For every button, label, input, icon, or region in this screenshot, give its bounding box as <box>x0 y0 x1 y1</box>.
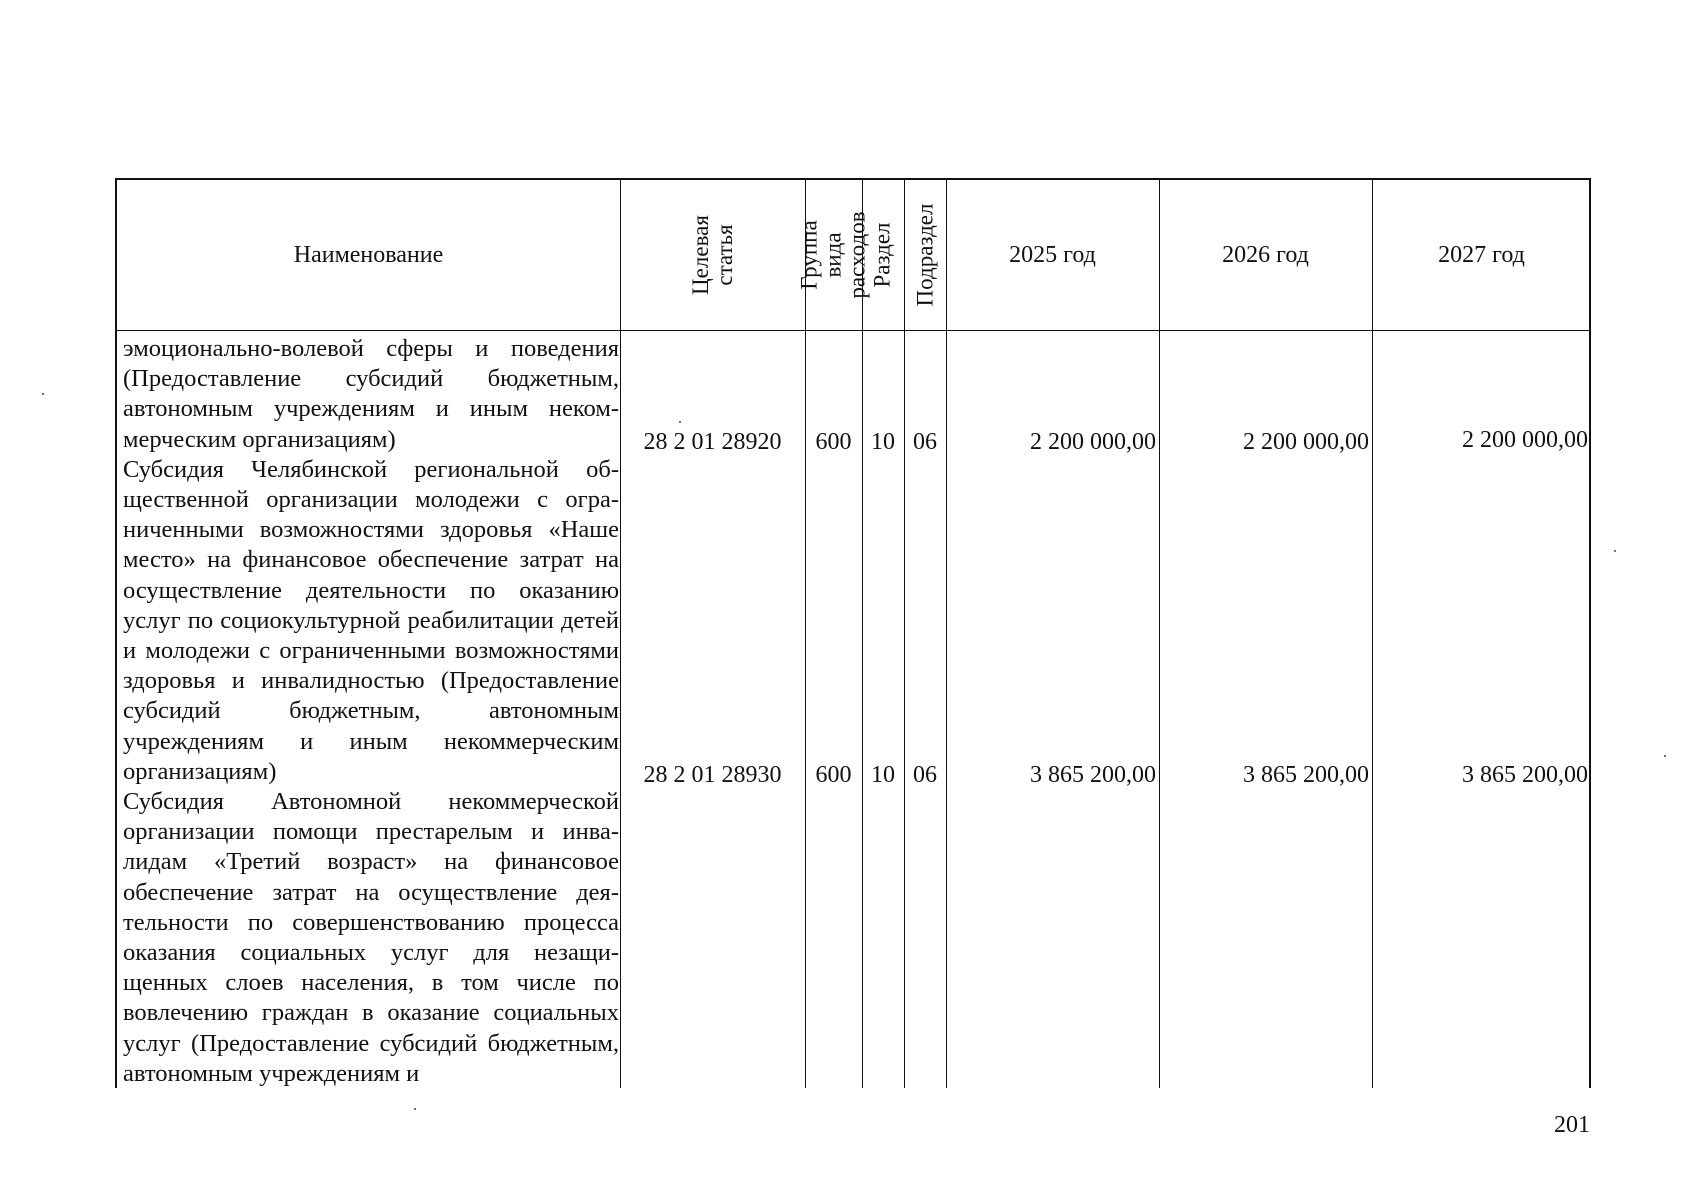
header-year-2025-label: 2025 год <box>1009 241 1096 268</box>
cell-year-2025: 3 865 200,00 <box>1030 762 1156 788</box>
cell-target-article: 28 2 01 28930 <box>643 762 782 788</box>
cell-year-2026: 3 865 200,00 <box>1243 762 1369 788</box>
header-year-2027-label: 2027 год <box>1438 241 1525 268</box>
cell-target-article: 28 2 01 28920 <box>643 429 782 455</box>
header-year-2027 <box>1372 180 1591 330</box>
header-name-label: Наименование <box>293 241 444 268</box>
header-expense-group-label: Группа вида расходов <box>796 211 870 299</box>
header-target-article <box>620 180 805 330</box>
cell-expense-group: 600 <box>815 429 852 455</box>
cell-subsection: 06 <box>913 429 937 455</box>
header-divider <box>117 330 1589 331</box>
header-section-label: Раздел <box>870 222 895 288</box>
cell-year-2026: 2 200 000,00 <box>1243 429 1369 455</box>
name-paragraph: эмоционально-волевой сферы и поведения (Предоставление субсидий бюджетным, автономным учреждениям и иным некоммерческим организациям) <box>123 335 619 453</box>
cell-year-2027: 2 200 000,00 <box>1462 427 1588 453</box>
name-paragraph: Субсидия Автономной некоммерческой организации помощи престарелым и инвалидам «Третий возраст» на финансовое обеспечение затрат на осуществление деятельности по совершенствованию процесса оказания социальных услуг для незащищенных слоев населения, в том числе по вовлечению граждан в оказание социальных услуг (Предоставление субсидий бюджетным, автономным учреждениям и <box>123 788 619 1087</box>
header-subsection <box>904 180 946 330</box>
scan-speck <box>1664 755 1666 757</box>
header-target-article-label: Целевая статья <box>687 215 737 295</box>
scan-speck <box>1614 550 1616 552</box>
name-column-text <box>123 334 619 1089</box>
scan-speck <box>414 1108 416 1110</box>
page-number: 201 <box>1554 1112 1590 1138</box>
header-year-2026 <box>1159 180 1372 330</box>
header-name <box>117 180 620 330</box>
cell-year-2025: 2 200 000,00 <box>1030 429 1156 455</box>
cell-section: 10 <box>871 429 895 455</box>
header-year-2026-label: 2026 год <box>1222 241 1309 268</box>
cell-expense-group: 600 <box>815 762 852 788</box>
header-expense-group <box>796 180 870 330</box>
cell-section: 10 <box>871 762 895 788</box>
scan-speck <box>679 421 681 423</box>
scan-speck <box>42 393 44 395</box>
cell-year-2027: 3 865 200,00 <box>1462 762 1588 788</box>
name-paragraph: Субсидия Челябинской региональной общественной организации молодежи с ограниченными возможностями здоровья «Наше место» на финансовое обеспечение затрат на осуществление деятельности по оказанию услуг по социокультурной реабилитации детей и молодежи с ограниченными возможностями здоровья и инвалидностью (Предоставление субсидий бюджетным, автономным учреждениям и иным некоммерческим организациям) <box>123 455 619 785</box>
header-subsection-label: Подраздел <box>912 203 938 307</box>
budget-table <box>115 178 1591 1088</box>
header-year-2025 <box>946 180 1159 330</box>
header-section <box>862 180 904 330</box>
cell-subsection: 06 <box>913 762 937 788</box>
